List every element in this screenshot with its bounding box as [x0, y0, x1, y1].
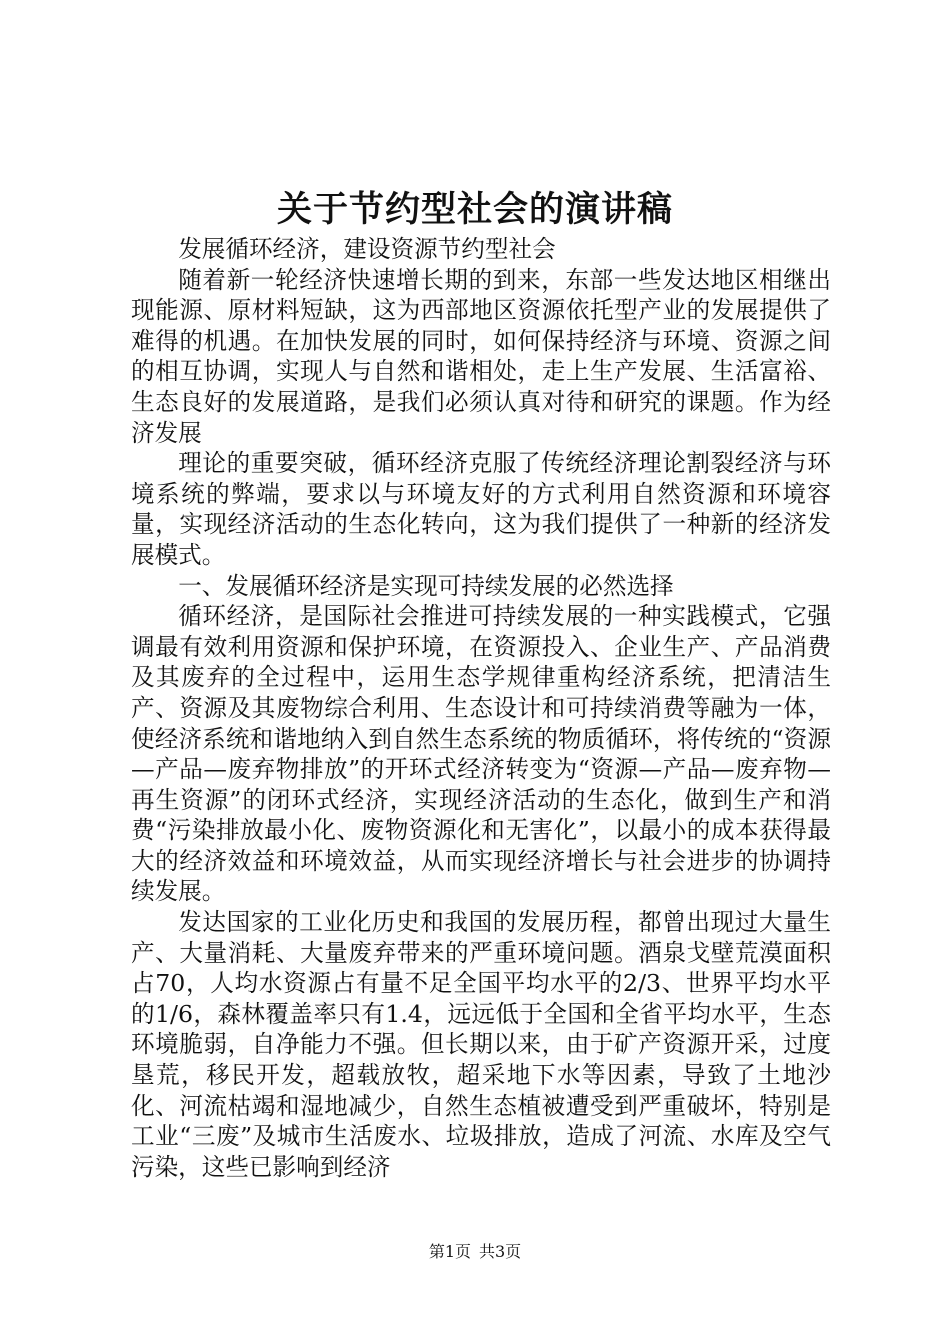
section-heading-1: 一、发展循环经济是实现可持续发展的必然选择: [178, 571, 674, 600]
document-body: [131, 234, 831, 1182]
page-footer: [0, 1241, 950, 1263]
paragraph-circular-economy: 循环经济，是国际社会推进可持续发展的一种实践模式，它强调最有效利用资源和保护环境，在资源投入、企业生产、产品消费及其废弃的全过程中，运用生态学规律重构经济系统，把清洁生产、资源及其废物综合利用、生态设计和可持续消费等融为一体，使经济系统和谐地纳入到自然生态系统的物质循环，将传统的“资源—产品—废弃物排放”的开环式经济转变为“资源—产品—废弃物—再生资源”的闭环式经济，实现经济活动的生态化，做到生产和消费“污染排放最小化、废物资源化和无害化”，以最小的成本获得最大的经济效益和环境效益，从而实现经济增长与社会进步的协调持续发展。: [131, 602, 831, 906]
document-title: 关于节约型社会的演讲稿: [276, 189, 673, 230]
page-total: 共3页: [479, 1242, 522, 1261]
paragraph-environment: 发达国家的工业化历史和我国的发展历程，都曾出现过大量生产、大量消耗、大量废弃带来的严重环境问题。酒泉戈壁荒漠面积占70，人均水资源占有量不足全国平均水平的2/3、世界平均水平的1/6，森林覆盖率只有1.4，远远低于全国和全省平均水平，生态环境脆弱，自净能力不强。但长期以来，由于矿产资源开采，过度垦荒，移民开发，超载放牧，超采地下水等因素，导致了土地沙化、河流枯竭和湿地减少，自然生态植被遭受到严重破坏，特别是工业“三废”及城市生活废水、垃圾排放，造成了河流、水库及空气污染，这些已影响到经济: [131, 908, 831, 1181]
page-number: 第1页: [428, 1242, 471, 1261]
paragraph-intro: 随着新一轮经济快速增长期的到来，东部一些发达地区相继出现能源、原材料短缺，这为西部地区资源依托型产业的发展提供了难得的机遇。在加快发展的同时，如何保持经济与环境、资源之间的相互协调，实现人与自然和谐相处，走上生产发展、生活富裕、生态良好的发展道路，是我们必须认真对待和研究的课题。作为经济发展: [131, 265, 831, 447]
paragraph-theory: 理论的重要突破，循环经济克服了传统经济理论割裂经济与环境系统的弊端，要求以与环境友好的方式利用自然资源和环境容量，实现经济活动的生态化转向，这为我们提供了一种新的经济发展模式。: [131, 449, 831, 569]
paragraph-subtitle: 发展循环经济，建设资源节约型社会: [178, 235, 556, 263]
